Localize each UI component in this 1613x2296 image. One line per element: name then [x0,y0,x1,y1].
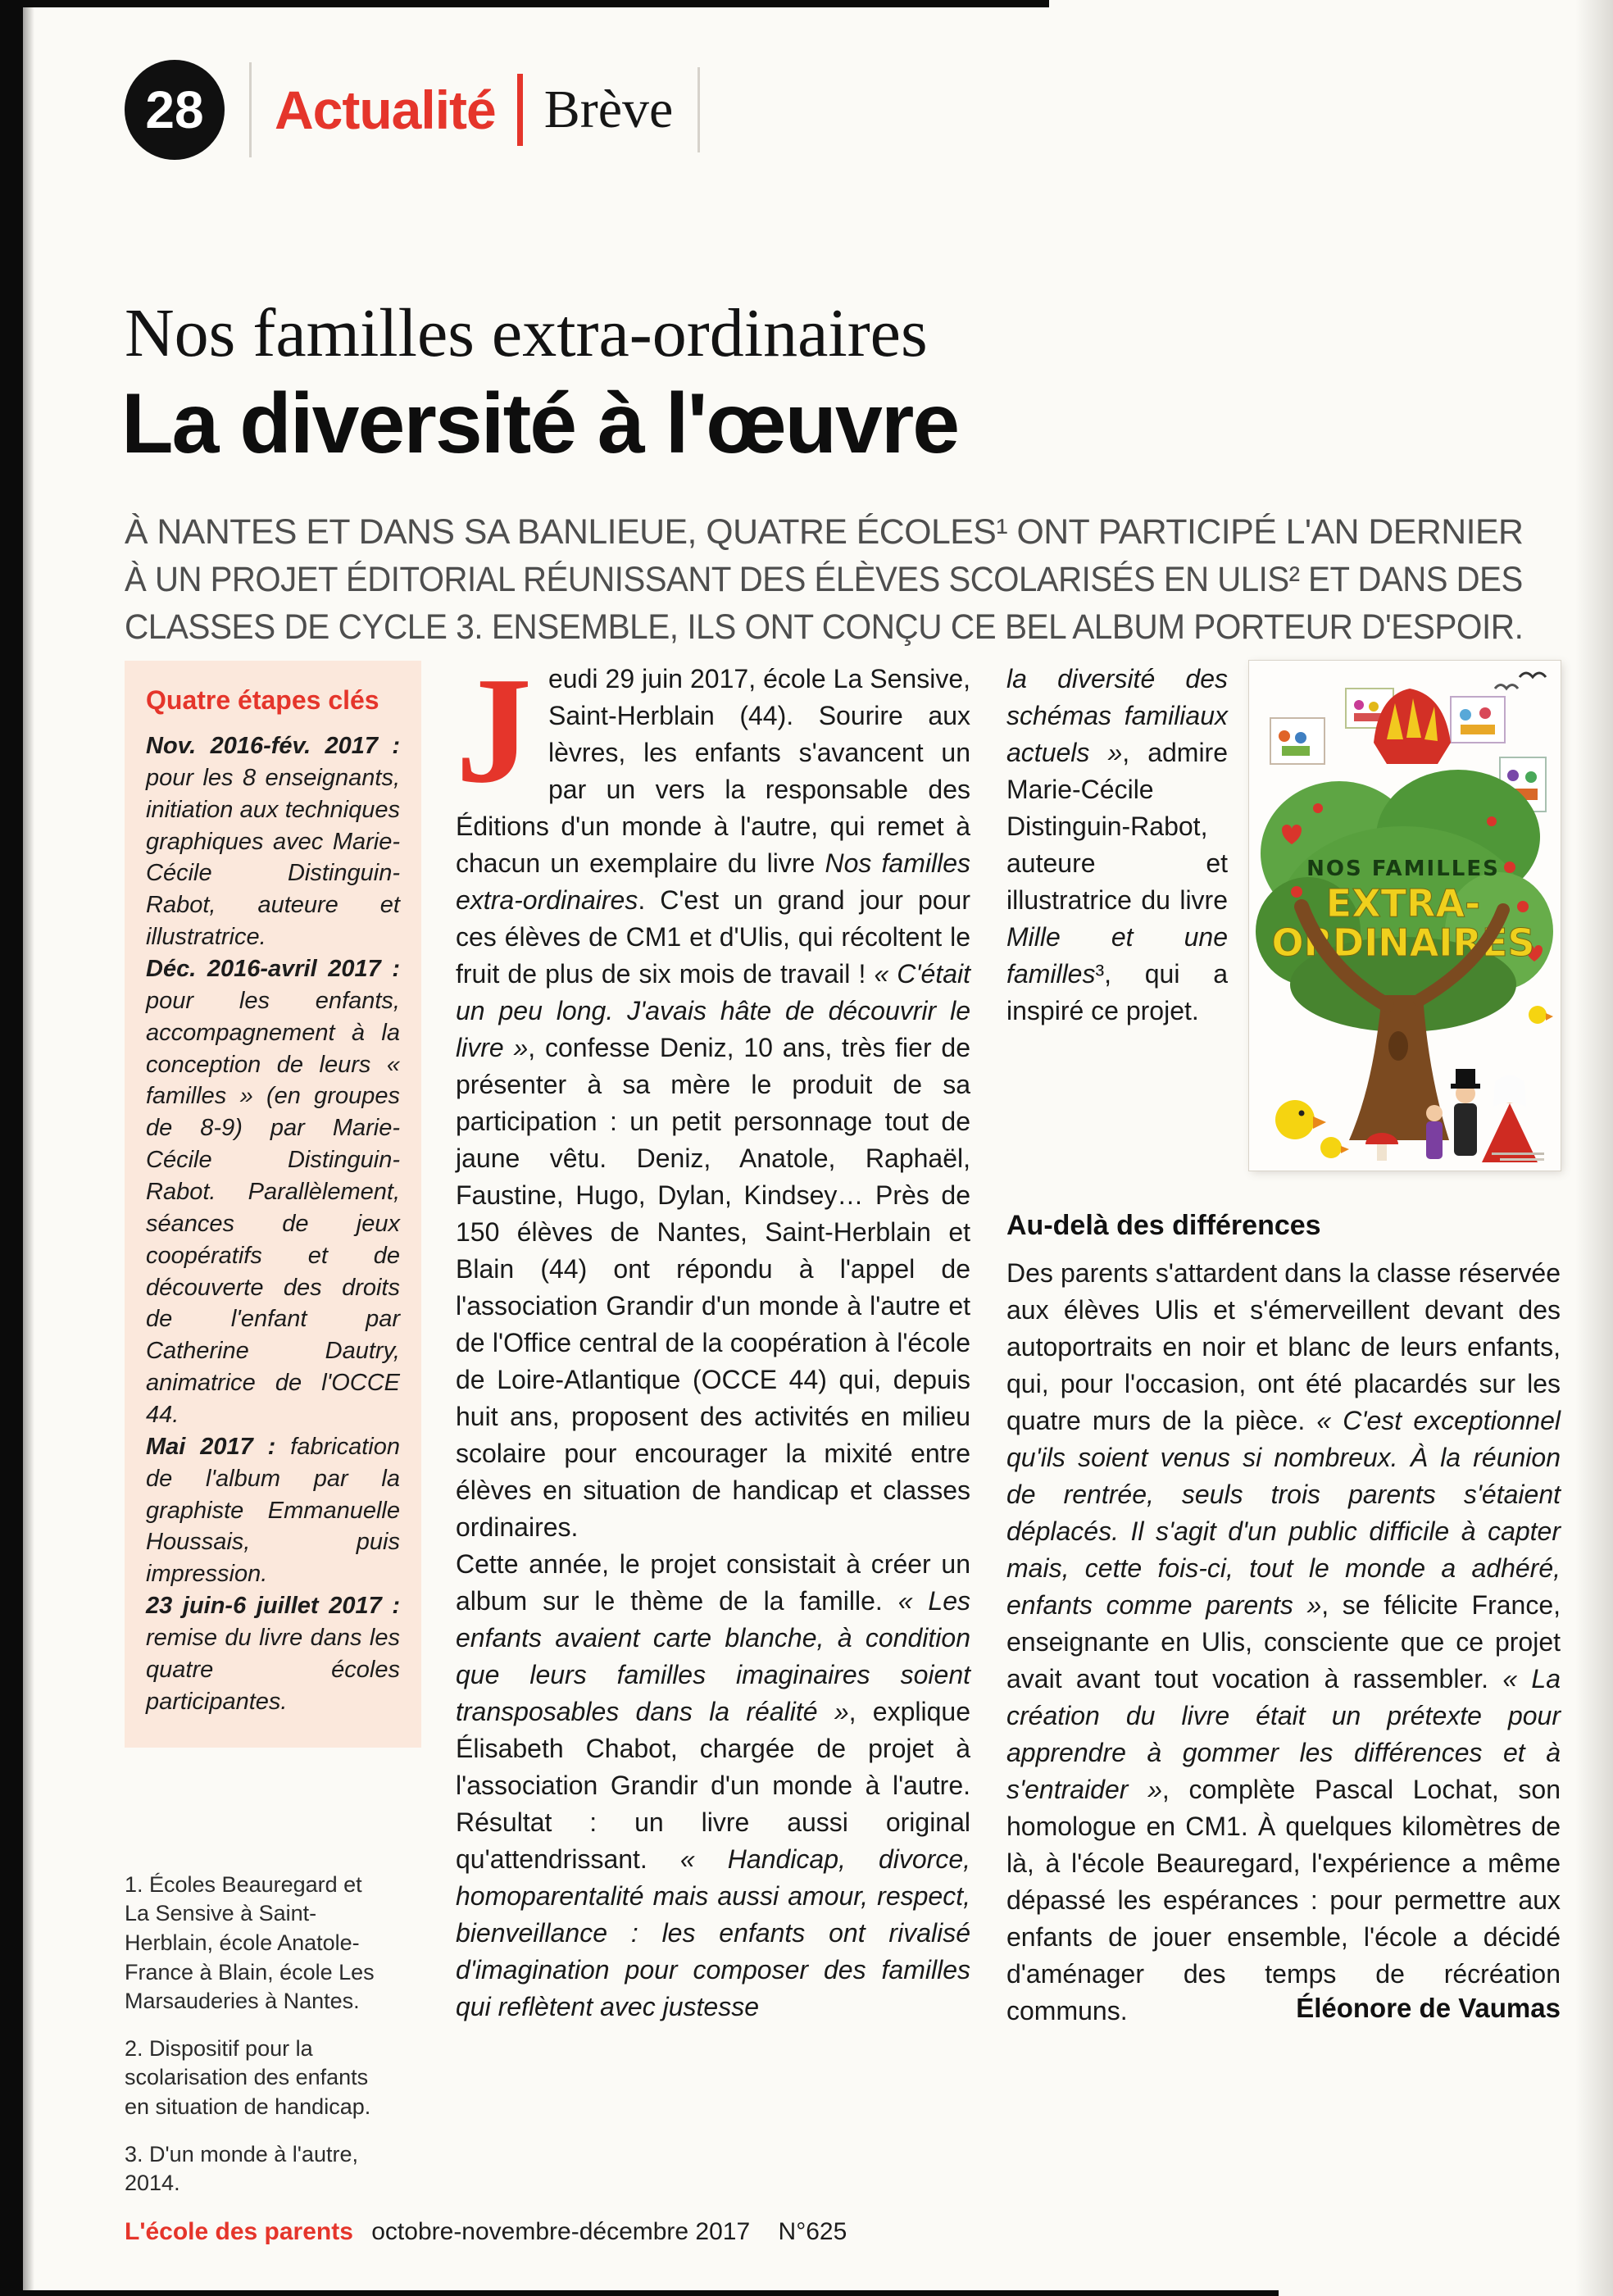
cover-title-line2: EXTRA- [1325,881,1481,925]
scan-edge-left-fade [23,0,34,2296]
article-kicker: Nos familles extra-ordinaires [125,295,928,371]
middle-column [456,646,971,2025]
page-number-badge: 28 [125,60,225,160]
standfirst-line: CLASSES DE CYCLE 3. ENSEMBLE, ILS ONT CONÇU CE BEL ALBUM PORTEUR D'ESPOIR. [125,607,1524,647]
scan-edge-left [0,0,23,2296]
article-paragraph: la diversité des schémas familiaux actuels », admire Marie-Cécile Distinguin-Rabot, auteure et illustratrice du livre Mille et une familles³, qui a inspiré ce projet. [1006,664,1229,1025]
page-header [125,59,700,161]
cover-title-line3: ORDINAIRES [1271,921,1535,965]
page-edge-shadow [1575,0,1613,2296]
footnote: 1. Écoles Beauregard et La Sensive à Saint-Herblain, école Anatole-France à Blain, école Les Marsauderies à Nantes. [125,1871,375,2014]
magazine-brand: L'école des parents [125,2218,353,2245]
footnote: 3. D'un monde à l'autre, 2014. [125,2141,358,2196]
footnote: 2. Dispositif pour la scolarisation des enfants en situation de handicap. [125,2035,371,2120]
article-paragraph [456,646,971,1546]
issue-date: octobre-novembre-décembre 2017 [371,2218,751,2245]
issue-number: N°625 [778,2218,847,2245]
article-paragraph: Des parents s'attardent dans la classe réservée aux élèves Ulis et s'émerveillent devant des autoportraits en noir et blanc de leurs enfants, qui, pour l'occasion, ont été placardés sur les quatre murs de la pièce. « C'est exceptionnel qu'ils soient venus si nombreux. À la réunion de rentrée, seuls trois parents s'étaient déplacés. Il s'agit d'un public difficile à capter mais, cette fois-ci, tout le monde a adhéré, enfants comme parents », se félicite France, enseignante en Ulis, consciente que ce projet avait avant tout vocation à rassembler. « La création du livre était un prétexte pour apprendre à gommer les différences et à s'entraider », complète Pascal Lochat, son homologue en CM1. À quelques kilomètres de là, à l'école Beauregard, l'expérience a même dépassé les espérances : pour permettre aux enfants de jouer ensemble, l'école a décidé d'aménager des temps de récréation communs. [1006,1258,1561,2025]
key-stages-title: Quatre étapes clés [146,685,379,715]
left-column [125,661,421,2216]
header-divider [249,62,252,157]
key-stages-box [125,661,421,1748]
stage-entry: 23 juin-6 juillet 2017 : remise du livre dans les quatre écoles participantes. [146,1593,400,1715]
scan-edge-top [0,0,1049,7]
subsection-label: Brève [543,80,674,139]
book-cover [1249,661,1561,1171]
cover-child-figure [1426,1105,1443,1159]
header-divider [697,67,700,152]
cover-title-line1: NOS FAMILLES [1306,857,1500,881]
right-column [1006,661,1561,2024]
section-label: Actualité [275,80,496,140]
footnotes [125,1871,384,2198]
header-divider-red [517,74,523,146]
stage-entry: Nov. 2016-fév. 2017 : pour les 8 enseignants, initiation aux techniques graphiques avec Marie-Cécile Distinguin-Rabot, auteure et illustratrice. [146,733,400,951]
stage-entry: Déc. 2016-avril 2017 : pour les enfants, accompagnement à la conception de leurs « familles » (en groupes de 8-9) par Marie-Cécile Distinguin-Rabot. Parallèlement, séances de jeux coopératifs et de découverte des droits de l'enfant par Catherine Dautry, animatrice de l'OCCE 44. [146,956,400,1429]
article-title: La diversité à l'œuvre [121,376,959,471]
standfirst-line: À NANTES ET DANS SA BANLIEUE, QUATRE ÉCOLES¹ ONT PARTICIPÉ L'AN DERNIER [125,512,1524,552]
article-paragraph: Cette année, le projet consistait à créer un album sur le thème de la famille. « Les enfants avaient carte blanche, à condition que leurs familles imaginaires soient transposables dans la réalité », explique Élisabeth Chabot, chargée de projet à l'association Grandir d'un monde à l'autre. Résultat : un livre aussi original qu'attendrissant. « Handicap, divorce, homoparentalité mais aussi amour, respect, bienveillance : les enfants ont rivalisé d'imagination pour composer des familles qui reflètent avec justesse [456,1549,971,2021]
stage-entry: Mai 2017 : fabrication de l'album par la graphiste Emmanuelle Houssais, puis impression. [146,1433,400,1588]
byline: Éléonore de Vaumas [1296,1993,1561,2023]
paragraph-text: eudi 29 juin 2017, école La Sensive, Saint-Herblain (44). Sourire aux lèvres, les enfants s'avancent un par un vers la responsable des Éditions d'un monde à l'autre, qui remet à chacun un exemplaire du livre Nos familles extra-ordinaires. C'est un grand jour pour ces élèves de CM1 et d'Ulis, qui récoltent le fruit de plus de six mois de travail ! « C'était un peu long. J'avais hâte de découvrir le livre », confesse Deniz, 10 ans, très fier de présenter à sa mère le produit de sa participation : un petit personnage tout de jaune vêtu. Deniz, Anatole, Raphaël, Faustine, Hugo, Dylan, Kindsey… Près de 150 élèves de Nantes, Saint-Herblain et Blain (44) ont répondu à l'appel de l'association Grandir d'un monde à l'autre et de l'Office central de la coopération à l'école de Loire-Atlantique (OCCE 44) qui, depuis huit ans, proposent des activités en milieu scolaire pour encourager la mixité entre élèves en situation de handicap et classes ordinaires. [456,664,971,1542]
section-subhead: Au-delà des différences [1006,1210,1321,1241]
standfirst [125,508,1523,651]
book-cover-illustration [1249,661,1559,1169]
standfirst-line: À UN PROJET ÉDITORIAL RÉUNISSANT DES ÉLÈVES SCOLARISÉS EN ULIS² ET DANS DES [125,560,1523,599]
dropcap: J [456,646,532,815]
page-footer [125,2218,847,2246]
scan-edge-bottom [0,2290,1279,2296]
